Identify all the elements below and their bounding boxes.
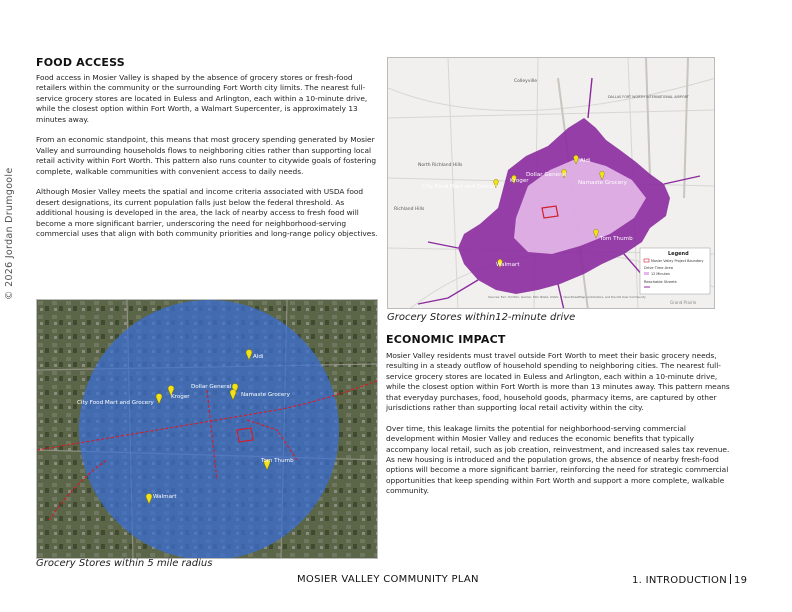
map-attribution: Sources: Esri, TomTom, Garmin, FAO, NOAA, USGS, © OpenStreetMap contributors, and the GIS User Community <box>488 295 646 299</box>
legend-title: Legend <box>668 251 689 257</box>
footer-plan-title: MOSIER VALLEY COMMUNITY PLAN <box>297 574 479 585</box>
copyright-text: © 2026 Jordan Drumgoole <box>4 167 15 300</box>
store-label: Kroger <box>510 178 529 184</box>
economic-impact-body <box>386 351 734 507</box>
food-access-paragraph: Although Mosier Valley meets the spatial and income criteria associated with USDA food desert designations, its current population falls just below the federal threshold. As additional housing is developed in the area, the lack of nearby access to fresh food will become a more significant barrier, underscoring the need for neighborhood-serving commercial uses that align with both community priorities and long-range policy objectives. <box>36 187 378 239</box>
economic-impact-paragraph: Over time, this leakage limits the potential for neighborhood-serving commercial development within Mosier Valley and reduces the economic benefits that typically accompany local retail, such as job creation, reinvestment, and increased sales tax revenue. As new housing is introduced and the population grows, the absence of nearby fresh-food options will become a more significant barrier, reinforcing the need for strategic commercial opportunities that keep spending within Fort Worth and support a more complete, walkable community. <box>386 423 730 496</box>
store-label: Dollar General <box>526 172 567 178</box>
radius-map <box>36 299 378 559</box>
drive-map-caption: Grocery Stores within12-minute drive <box>387 312 576 323</box>
store-label: Kroger <box>171 394 190 400</box>
economic-impact-paragraph: Mosier Valley residents must travel outside Fort Worth to meet their basic grocery needs, resulting in a steady outflow of household spending to neighboring cities. The nearest full-service grocery stores are located in Euless and Arlington, each within a 10-minute drive, while the closest option within Fort Worth is more than 13 minutes away. This pattern means that everyday purchases, food, household goods, pharmacy items, are captured by other jurisdictions rather than supporting local retail activity within the city. <box>386 351 730 413</box>
store-label: Aldi <box>580 158 591 164</box>
footer-page-number: 19 <box>734 575 748 586</box>
five-mile-radius <box>79 300 339 559</box>
place-label: Colleyville <box>514 79 538 84</box>
footer-divider <box>730 574 731 584</box>
footer-page-info <box>632 574 747 586</box>
store-label: City Food Mart and Grocery <box>422 184 499 190</box>
economic-impact-heading: ECONOMIC IMPACT <box>386 333 506 346</box>
place-label: DALLAS FORT WORTH INTERNATIONAL AIRPORT <box>608 95 689 99</box>
legend-item: Mosier Valley Project Boundary <box>651 259 704 263</box>
drive-time-map-graphic <box>388 58 715 309</box>
drive-time-map <box>387 57 715 309</box>
store-label: Tom Thumb <box>261 458 294 464</box>
food-access-heading: FOOD ACCESS <box>36 56 125 69</box>
place-label: North Richland Hills <box>418 163 463 168</box>
store-label: Dollar General <box>191 384 232 390</box>
place-label: Richland Hills <box>394 207 425 212</box>
footer-section: 1. INTRODUCTION <box>632 575 727 586</box>
food-access-body <box>36 73 380 250</box>
legend-item: 12 Minutes <box>651 272 670 276</box>
store-label: Walmart <box>153 494 177 500</box>
radius-map-graphic <box>37 300 378 559</box>
store-label: Namaste Grocery <box>578 180 627 186</box>
store-label: Tom Thumb <box>600 236 633 242</box>
legend-item: Reachable Streets <box>644 280 677 284</box>
store-label: Namaste Grocery <box>241 392 290 398</box>
store-label: City Food Mart and Grocery <box>77 400 154 406</box>
store-label: Aldi <box>253 354 264 360</box>
food-access-paragraph: Food access in Mosier Valley is shaped by the absence of grocery stores or fresh-food retailers within the community or the surrounding Fort Worth city limits. The nearest full-service grocery stores are located in Euless and Arlington, each within a 10-minute drive, while the closest option within Fort Worth, a Walmart Supercenter, is approximately 13 minutes away. <box>36 73 368 124</box>
map-credit: Grand Prairie <box>670 300 697 305</box>
map-legend <box>640 248 710 294</box>
food-access-paragraph: From an economic standpoint, this means that most grocery spending generated by Mosier Valley and surrounding households flows to neighboring cities rather than supporting local retail activity within Fort Worth. This pattern also runs counter to citywide goals of fostering complete, walkable communities with convenient access to daily needs. <box>36 135 377 176</box>
legend-item: Drive Time Area <box>644 266 673 270</box>
store-label: Walmart <box>496 262 520 268</box>
radius-map-caption: Grocery Stores within 5 mile radius <box>36 558 213 569</box>
